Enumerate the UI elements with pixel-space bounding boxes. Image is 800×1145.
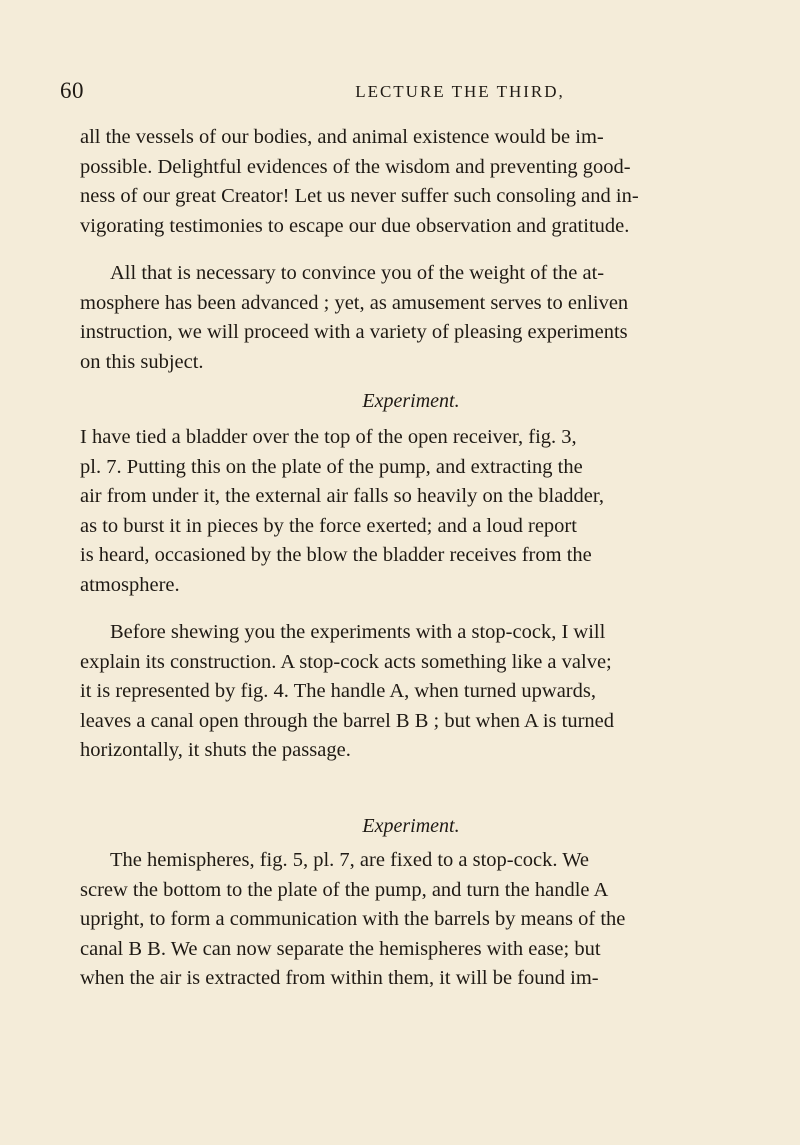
paragraph-5 <box>80 846 742 994</box>
text-line: explain its construction. A stop-cock acts something like a valve; <box>80 650 612 673</box>
text-line: canal B B. We can now separate the hemispheres with ease; but <box>80 937 601 960</box>
text-line: I have tied a bladder over the top of the open receiver, fig. 3, <box>80 426 577 448</box>
text-line: The hemispheres, fig. 5, pl. 7, are fixed to a stop-cock. We <box>110 849 590 871</box>
page-header <box>60 78 740 112</box>
paragraph-3 <box>80 423 742 601</box>
paragraph-1 <box>80 123 742 241</box>
text-line: screw the bottom to the plate of the pump, and turn the handle A <box>80 878 609 901</box>
text-line: all the vessels of our bodies, and animal existence would be im- <box>80 126 604 148</box>
experiment-heading: Experiment. <box>362 390 460 412</box>
text-line: is heard, occasioned by the blow the bladder receives from the <box>80 544 592 567</box>
text-line: ness of our great Creator! Let us never suffer such consoling and in- <box>80 185 639 208</box>
text-line: mosphere has been advanced ; yet, as amusement serves to enliven <box>80 291 629 314</box>
text-line: upright, to form a communication with the barrels by means of the <box>80 908 626 931</box>
text-line: air from under it, the external air falls so heavily on the bladder, <box>80 485 605 508</box>
text-line: possible. Delightful evidences of the wisdom and preventing good- <box>80 155 631 178</box>
text-line: leaves a canal open through the barrel B B ; but when A is turned <box>80 709 615 732</box>
paragraph-4 <box>80 618 742 766</box>
text-line: atmosphere. <box>80 573 180 596</box>
text-line: it is represented by fig. 4. The handle A, when turned upwards, <box>80 680 596 703</box>
experiment-heading: Experiment. <box>362 815 460 837</box>
running-head: LECTURE THE THIRD, <box>355 82 565 101</box>
text-line: Before shewing you the experiments with a stop-cock, I will <box>110 621 606 643</box>
text-line: instruction, we will proceed with a variety of pleasing experiments <box>80 321 628 344</box>
paragraph-2 <box>80 259 742 377</box>
text-line: pl. 7. Putting this on the plate of the pump, and extracting the <box>80 455 583 478</box>
text-line: on this subject. <box>80 350 204 373</box>
text-line: when the air is extracted from within them, it will be found im- <box>80 967 599 990</box>
text-line: vigorating testimonies to escape our due observation and gratitude. <box>80 214 630 237</box>
page-number: 60 <box>60 78 84 103</box>
text-line: as to burst it in pieces by the force exerted; and a loud report <box>80 514 577 537</box>
text-line: horizontally, it shuts the passage. <box>80 739 351 762</box>
text-line: All that is necessary to convince you of the weight of the at- <box>110 262 605 284</box>
